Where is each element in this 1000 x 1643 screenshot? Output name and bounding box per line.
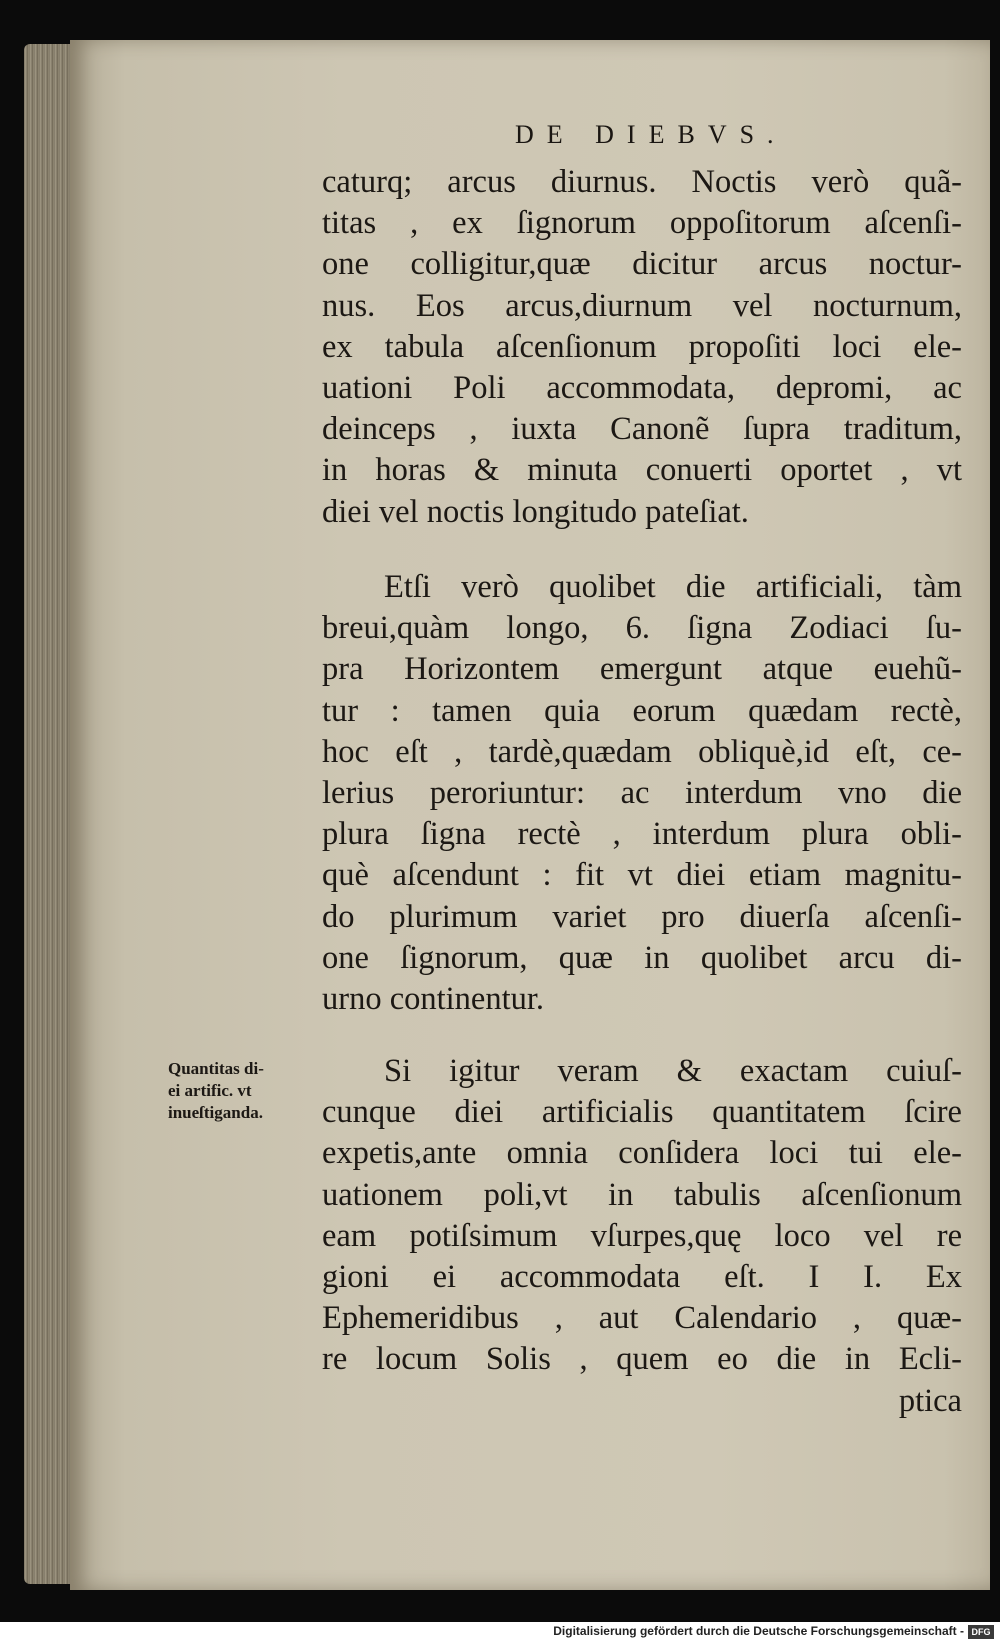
text-line: Etſi verò quolibet die artificiali, tàm bbox=[384, 569, 962, 605]
text-line: Ephemeridibus , aut Calendario , quæ- bbox=[322, 1300, 962, 1337]
text-line: ex tabula aſcenſionum propoſiti loci ele- bbox=[322, 328, 962, 365]
text-line: eam potiſsimum vſurpes,quę loco vel re bbox=[322, 1217, 962, 1254]
text-line: lerius peroriuntur: ac interdum vno die bbox=[322, 774, 962, 811]
marginal-note-line: Quantitas di- bbox=[168, 1059, 264, 1078]
text-line: uationem poli,vt in tabulis aſcenſionum bbox=[322, 1176, 962, 1213]
running-head: DE DIEBVS. bbox=[515, 120, 787, 149]
text-line: diei vel noctis longitudo pateſiat. bbox=[322, 493, 749, 530]
text-line: caturq; arcus diurnus. Noctis verò quã- bbox=[322, 164, 962, 200]
text-line: in horas & minuta conuerti oportet , vt bbox=[322, 452, 962, 489]
text-line: Si igitur veram & exactam cuiuſ- bbox=[384, 1053, 962, 1089]
text-line: breui,quàm longo, 6. ſigna Zodiaci ſu- bbox=[322, 610, 962, 647]
text-line: cunque diei artificialis quantitatem ſcire bbox=[322, 1094, 962, 1131]
paragraph-3 bbox=[322, 1051, 962, 1422]
text-line: uationi Poli accommodata, depromi, ac bbox=[322, 369, 962, 406]
text-line: nus. Eos arcus,diurnum vel nocturnum, bbox=[322, 287, 962, 324]
footer-bar bbox=[0, 1622, 1000, 1643]
marginal-note-line: inueſtiganda. bbox=[168, 1103, 263, 1122]
text-line: one colligitur,quæ dicitur arcus noctur- bbox=[322, 246, 962, 283]
text-line: do plurimum variet pro diuerſa aſcenſi- bbox=[322, 898, 962, 935]
marginal-note-line: ei artific. vt bbox=[168, 1081, 252, 1100]
text-line: titas , ex ſignorum oppoſitorum aſcenſi- bbox=[322, 205, 962, 242]
text-line: què aſcendunt : fit vt diei etiam magnitu- bbox=[322, 857, 962, 894]
text-line: urno continentur. bbox=[322, 980, 545, 1017]
text-line: plura ſigna rectè , interdum plura obli- bbox=[322, 816, 962, 853]
text-line: one ſignorum, quæ in quolibet arcu di- bbox=[322, 939, 962, 976]
paragraph-2 bbox=[322, 567, 962, 1020]
text-line: pra Horizontem emergunt atque euehũ- bbox=[322, 651, 962, 688]
paragraph-1 bbox=[322, 162, 962, 533]
dfg-logo: DFG bbox=[968, 1625, 994, 1639]
funding-credit: Digitalisierung gefördert durch die Deutsche Forschungsgemeinschaft - bbox=[553, 1624, 964, 1638]
text-line: tur : tamen quia eorum quædam rectè, bbox=[322, 692, 962, 729]
catchword: ptica bbox=[898, 1382, 962, 1419]
text-line: expetis,ante omnia conſidera loci tui ele- bbox=[322, 1135, 962, 1172]
text-line: re locum Solis , quem eo die in Ecli- bbox=[322, 1341, 962, 1378]
text-line: gioni ei accommodata eſt. I I. Ex bbox=[322, 1258, 962, 1295]
text-line: deinceps , iuxta Canonẽ ſupra traditum, bbox=[322, 411, 962, 448]
text-line: hoc eſt , tardè,quædam obliquè,id eſt, ce- bbox=[322, 733, 962, 770]
marginal-note bbox=[168, 1058, 318, 1124]
